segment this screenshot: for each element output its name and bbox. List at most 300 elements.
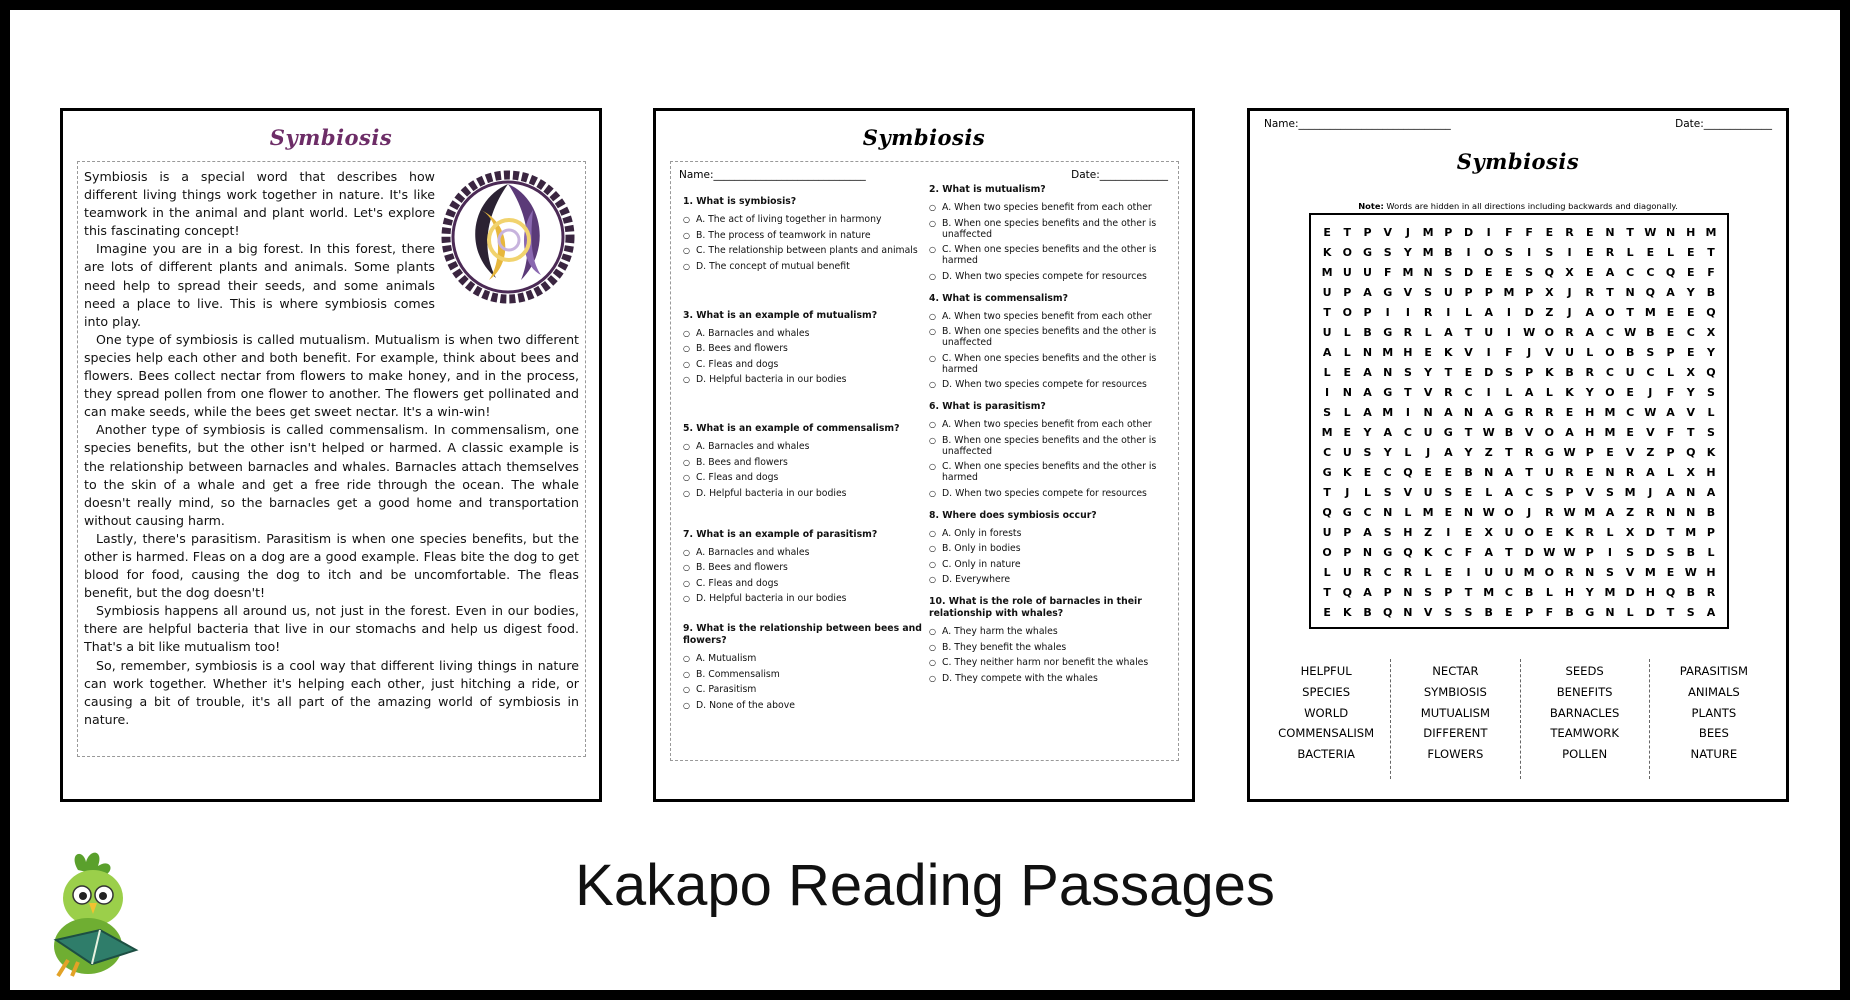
- grid-letter[interactable]: A: [1504, 486, 1514, 499]
- grid-letter[interactable]: P: [1525, 286, 1534, 299]
- grid-letter[interactable]: S: [1504, 246, 1513, 259]
- grid-letter[interactable]: H: [1706, 566, 1716, 579]
- grid-letter[interactable]: D: [1524, 306, 1534, 319]
- answer-option[interactable]: [929, 435, 1174, 457]
- radio-circle-icon[interactable]: ○: [929, 488, 936, 498]
- grid-letter[interactable]: V: [1686, 406, 1696, 419]
- grid-letter[interactable]: T: [1464, 426, 1473, 439]
- grid-letter[interactable]: N: [1625, 286, 1635, 299]
- answer-option[interactable]: [929, 353, 1174, 375]
- grid-letter[interactable]: U: [1342, 566, 1352, 579]
- grid-letter[interactable]: X: [1484, 526, 1493, 539]
- grid-letter[interactable]: S: [1363, 446, 1372, 459]
- grid-letter[interactable]: A: [1666, 406, 1675, 419]
- grid-letter[interactable]: P: [1343, 546, 1352, 559]
- grid-letter[interactable]: R: [1605, 246, 1615, 259]
- grid-letter[interactable]: Y: [1424, 366, 1433, 379]
- grid-letter[interactable]: V: [1403, 486, 1413, 499]
- grid-letter[interactable]: E: [1545, 226, 1554, 239]
- grid-letter[interactable]: A: [1484, 306, 1493, 319]
- grid-letter[interactable]: P: [1585, 446, 1594, 459]
- grid-letter[interactable]: T: [1626, 306, 1634, 319]
- grid-letter[interactable]: Z: [1626, 506, 1635, 519]
- grid-letter[interactable]: D: [1645, 526, 1655, 539]
- grid-letter[interactable]: Y: [1706, 346, 1715, 359]
- grid-letter[interactable]: B: [1524, 586, 1534, 599]
- grid-letter[interactable]: V: [1625, 446, 1635, 459]
- grid-letter[interactable]: H: [1645, 586, 1655, 599]
- grid-letter[interactable]: B: [1444, 246, 1453, 259]
- grid-letter[interactable]: J: [1567, 306, 1572, 319]
- grid-letter[interactable]: L: [1404, 446, 1412, 459]
- grid-letter[interactable]: T: [1464, 586, 1473, 599]
- grid-letter[interactable]: T: [1525, 466, 1533, 479]
- answer-option[interactable]: [929, 673, 1174, 684]
- grid-letter[interactable]: K: [1706, 446, 1716, 459]
- grid-letter[interactable]: K: [1343, 606, 1352, 619]
- grid-letter[interactable]: T: [1687, 426, 1695, 439]
- grid-letter[interactable]: W: [1523, 326, 1536, 339]
- answer-option[interactable]: [929, 244, 1174, 266]
- grid-letter[interactable]: T: [1505, 546, 1513, 559]
- answer-option[interactable]: [683, 230, 923, 241]
- grid-letter[interactable]: G: [1544, 446, 1554, 459]
- grid-letter[interactable]: J: [1345, 486, 1350, 499]
- grid-letter[interactable]: Y: [1686, 286, 1695, 299]
- answer-option[interactable]: [683, 653, 923, 664]
- answer-option[interactable]: [929, 311, 1174, 322]
- radio-circle-icon[interactable]: ○: [929, 435, 936, 445]
- grid-letter[interactable]: T: [1707, 246, 1715, 259]
- grid-letter[interactable]: E: [1323, 606, 1331, 619]
- grid-letter[interactable]: B: [1363, 326, 1372, 339]
- grid-letter[interactable]: T: [1505, 446, 1513, 459]
- grid-letter[interactable]: J: [1648, 386, 1653, 399]
- grid-letter[interactable]: U: [1504, 526, 1514, 539]
- grid-letter[interactable]: H: [1564, 586, 1575, 599]
- grid-letter[interactable]: W: [1684, 566, 1697, 579]
- radio-circle-icon[interactable]: ○: [929, 311, 936, 321]
- grid-letter[interactable]: D: [1524, 546, 1534, 559]
- grid-letter[interactable]: O: [1484, 246, 1494, 259]
- grid-letter[interactable]: N: [1423, 266, 1433, 279]
- grid-letter[interactable]: I: [1486, 386, 1491, 399]
- grid-letter[interactable]: L: [1545, 586, 1553, 599]
- grid-letter[interactable]: Q: [1645, 286, 1656, 299]
- grid-letter[interactable]: A: [1444, 446, 1453, 459]
- grid-letter[interactable]: I: [1466, 246, 1471, 259]
- grid-letter[interactable]: A: [1666, 286, 1675, 299]
- grid-letter[interactable]: T: [1606, 286, 1614, 299]
- grid-letter[interactable]: T: [1444, 366, 1453, 379]
- grid-letter[interactable]: L: [1424, 326, 1432, 339]
- grid-letter[interactable]: A: [1565, 426, 1574, 439]
- grid-letter[interactable]: H: [1706, 466, 1716, 479]
- grid-letter[interactable]: C: [1323, 446, 1332, 459]
- grid-letter[interactable]: U: [1443, 286, 1453, 299]
- grid-letter[interactable]: O: [1342, 246, 1352, 259]
- answer-option[interactable]: [929, 326, 1174, 348]
- radio-circle-icon[interactable]: ○: [929, 380, 936, 389]
- grid-letter[interactable]: H: [1686, 226, 1696, 239]
- grid-letter[interactable]: J: [1527, 346, 1532, 359]
- grid-letter[interactable]: N: [1403, 606, 1413, 619]
- answer-option[interactable]: [683, 359, 923, 370]
- radio-circle-icon[interactable]: ○: [929, 559, 936, 569]
- grid-letter[interactable]: P: [1706, 526, 1715, 539]
- grid-letter[interactable]: R: [1565, 566, 1574, 579]
- radio-circle-icon[interactable]: ○: [929, 627, 936, 636]
- grid-letter[interactable]: Z: [1484, 446, 1493, 459]
- grid-letter[interactable]: G: [1504, 406, 1514, 419]
- grid-letter[interactable]: S: [1464, 606, 1473, 619]
- grid-letter[interactable]: U: [1322, 526, 1332, 539]
- radio-circle-icon[interactable]: ○: [683, 685, 690, 694]
- grid-letter[interactable]: S: [1545, 246, 1554, 259]
- answer-option[interactable]: [683, 374, 923, 385]
- answer-option[interactable]: [683, 245, 923, 256]
- grid-letter[interactable]: E: [1424, 346, 1432, 359]
- radio-circle-icon[interactable]: ○: [683, 375, 690, 384]
- grid-letter[interactable]: C: [1363, 506, 1372, 519]
- grid-letter[interactable]: O: [1605, 346, 1615, 359]
- grid-letter[interactable]: P: [1565, 486, 1574, 499]
- grid-letter[interactable]: S: [1444, 266, 1453, 279]
- grid-letter[interactable]: C: [1444, 546, 1453, 559]
- grid-letter[interactable]: R: [1403, 566, 1413, 579]
- answer-option[interactable]: [683, 593, 923, 604]
- grid-letter[interactable]: D: [1463, 226, 1474, 239]
- grid-letter[interactable]: L: [1667, 246, 1675, 259]
- grid-letter[interactable]: A: [1585, 326, 1594, 339]
- grid-letter[interactable]: B: [1363, 606, 1372, 619]
- grid-letter[interactable]: K: [1343, 466, 1352, 479]
- grid-letter[interactable]: U: [1342, 446, 1352, 459]
- grid-letter[interactable]: T: [1323, 306, 1331, 319]
- grid-letter[interactable]: M: [1422, 506, 1434, 519]
- grid-letter[interactable]: I: [1466, 566, 1471, 579]
- grid-letter[interactable]: K: [1322, 246, 1332, 259]
- answer-option[interactable]: [683, 562, 923, 573]
- grid-letter[interactable]: E: [1444, 566, 1453, 579]
- grid-letter[interactable]: U: [1342, 266, 1352, 279]
- grid-letter[interactable]: L: [1485, 486, 1493, 499]
- grid-letter[interactable]: P: [1363, 226, 1372, 239]
- grid-letter[interactable]: E: [1626, 386, 1634, 399]
- grid-letter[interactable]: P: [1343, 526, 1352, 539]
- grid-letter[interactable]: N: [1686, 486, 1696, 499]
- grid-letter[interactable]: E: [1464, 526, 1473, 539]
- grid-letter[interactable]: V: [1464, 346, 1473, 359]
- grid-letter[interactable]: E: [1444, 466, 1453, 479]
- grid-letter[interactable]: X: [1545, 286, 1554, 299]
- radio-circle-icon[interactable]: ○: [683, 261, 690, 271]
- grid-letter[interactable]: E: [1626, 426, 1634, 439]
- grid-letter[interactable]: Y: [1383, 446, 1392, 459]
- grid-letter[interactable]: F: [1666, 386, 1675, 399]
- answer-option[interactable]: [683, 441, 923, 452]
- grid-letter[interactable]: L: [1323, 566, 1331, 579]
- grid-letter[interactable]: L: [1343, 326, 1351, 339]
- grid-letter[interactable]: W: [1563, 446, 1576, 459]
- grid-letter[interactable]: H: [1585, 426, 1595, 439]
- grid-letter[interactable]: W: [1644, 406, 1657, 419]
- grid-letter[interactable]: M: [1644, 566, 1656, 579]
- grid-letter[interactable]: G: [1585, 606, 1595, 619]
- grid-letter[interactable]: C: [1383, 466, 1392, 479]
- grid-letter[interactable]: D: [1645, 606, 1655, 619]
- grid-letter[interactable]: A: [1706, 486, 1716, 499]
- grid-letter[interactable]: S: [1646, 346, 1655, 359]
- grid-letter[interactable]: E: [1424, 466, 1432, 479]
- grid-letter[interactable]: L: [1404, 506, 1412, 519]
- grid-letter[interactable]: B: [1646, 326, 1655, 339]
- radio-circle-icon[interactable]: ○: [683, 654, 690, 663]
- grid-letter[interactable]: S: [1444, 486, 1453, 499]
- grid-letter[interactable]: M: [1644, 306, 1656, 319]
- grid-letter[interactable]: O: [1605, 306, 1615, 319]
- grid-letter[interactable]: A: [1666, 486, 1675, 499]
- grid-letter[interactable]: I: [1385, 306, 1390, 319]
- grid-letter[interactable]: S: [1605, 486, 1614, 499]
- radio-circle-icon[interactable]: ○: [929, 203, 936, 212]
- grid-letter[interactable]: Q: [1383, 606, 1393, 619]
- grid-letter[interactable]: C: [1464, 386, 1473, 399]
- grid-letter[interactable]: X: [1625, 526, 1635, 539]
- grid-letter[interactable]: B: [1464, 466, 1473, 479]
- grid-letter[interactable]: J: [1405, 226, 1410, 239]
- radio-circle-icon[interactable]: ○: [683, 563, 690, 572]
- answer-option[interactable]: [929, 574, 1174, 585]
- grid-letter[interactable]: R: [1565, 226, 1574, 239]
- grid-letter[interactable]: O: [1322, 546, 1332, 559]
- grid-letter[interactable]: N: [1686, 506, 1696, 519]
- grid-letter[interactable]: G: [1342, 506, 1352, 519]
- grid-letter[interactable]: Y: [1403, 246, 1412, 259]
- grid-letter[interactable]: B: [1625, 346, 1635, 359]
- radio-circle-icon[interactable]: ○: [683, 344, 690, 353]
- grid-letter[interactable]: C: [1383, 566, 1392, 579]
- grid-letter[interactable]: C: [1525, 486, 1534, 499]
- grid-letter[interactable]: F: [1383, 266, 1392, 279]
- grid-letter[interactable]: E: [1606, 446, 1614, 459]
- answer-option[interactable]: [683, 578, 923, 589]
- grid-letter[interactable]: R: [1545, 506, 1554, 519]
- grid-letter[interactable]: K: [1423, 546, 1433, 559]
- grid-letter[interactable]: C: [1646, 366, 1655, 379]
- grid-letter[interactable]: A: [1484, 546, 1493, 559]
- grid-letter[interactable]: I: [1486, 226, 1491, 239]
- grid-letter[interactable]: S: [1403, 366, 1412, 379]
- radio-circle-icon[interactable]: ○: [683, 488, 690, 498]
- grid-letter[interactable]: E: [1687, 246, 1695, 259]
- grid-letter[interactable]: U: [1565, 346, 1574, 359]
- grid-letter[interactable]: V: [1646, 426, 1655, 439]
- grid-letter[interactable]: U: [1544, 466, 1554, 479]
- grid-letter[interactable]: I: [1527, 246, 1532, 259]
- grid-letter[interactable]: R: [1444, 386, 1453, 399]
- grid-letter[interactable]: Q: [1665, 266, 1676, 279]
- grid-letter[interactable]: G: [1443, 426, 1453, 439]
- grid-letter[interactable]: Q: [1665, 586, 1676, 599]
- grid-letter[interactable]: Z: [1424, 526, 1433, 539]
- grid-letter[interactable]: B: [1706, 286, 1716, 299]
- grid-letter[interactable]: T: [1404, 386, 1412, 399]
- grid-letter[interactable]: E: [1505, 266, 1513, 279]
- grid-letter[interactable]: I: [1405, 406, 1410, 419]
- grid-letter[interactable]: B: [1504, 426, 1514, 439]
- grid-letter[interactable]: L: [1586, 346, 1594, 359]
- grid-letter[interactable]: N: [1403, 586, 1413, 599]
- grid-letter[interactable]: E: [1565, 406, 1574, 419]
- grid-letter[interactable]: Y: [1585, 386, 1594, 399]
- grid-letter[interactable]: P: [1383, 586, 1392, 599]
- grid-letter[interactable]: M: [1503, 286, 1515, 299]
- grid-letter[interactable]: U: [1484, 566, 1494, 579]
- grid-letter[interactable]: N: [1463, 406, 1474, 419]
- grid-letter[interactable]: L: [1424, 566, 1432, 579]
- grid-letter[interactable]: A: [1322, 346, 1332, 359]
- answer-option[interactable]: [929, 271, 1174, 282]
- grid-letter[interactable]: T: [1323, 486, 1331, 499]
- grid-letter[interactable]: V: [1403, 286, 1413, 299]
- grid-letter[interactable]: P: [1363, 306, 1372, 319]
- grid-letter[interactable]: R: [1565, 326, 1574, 339]
- grid-letter[interactable]: X: [1565, 266, 1574, 279]
- grid-letter[interactable]: S: [1686, 606, 1695, 619]
- grid-letter[interactable]: F: [1464, 546, 1473, 559]
- grid-letter[interactable]: J: [1527, 506, 1532, 519]
- grid-letter[interactable]: R: [1585, 286, 1594, 299]
- grid-letter[interactable]: F: [1505, 226, 1513, 239]
- answer-option[interactable]: [929, 218, 1174, 240]
- grid-letter[interactable]: A: [1383, 426, 1392, 439]
- grid-letter[interactable]: S: [1666, 546, 1675, 559]
- radio-circle-icon[interactable]: ○: [929, 327, 936, 336]
- grid-letter[interactable]: L: [1626, 606, 1634, 619]
- grid-letter[interactable]: S: [1545, 486, 1554, 499]
- grid-letter[interactable]: I: [1506, 326, 1511, 339]
- radio-circle-icon[interactable]: ○: [683, 215, 690, 224]
- grid-letter[interactable]: W: [1644, 226, 1657, 239]
- grid-letter[interactable]: A: [1444, 406, 1453, 419]
- radio-circle-icon[interactable]: ○: [929, 642, 936, 652]
- answer-option[interactable]: [929, 559, 1174, 570]
- grid-letter[interactable]: V: [1423, 386, 1433, 399]
- grid-letter[interactable]: L: [1465, 306, 1473, 319]
- grid-letter[interactable]: A: [1444, 326, 1453, 339]
- grid-letter[interactable]: J: [1426, 446, 1431, 459]
- answer-option[interactable]: [929, 642, 1174, 653]
- answer-option[interactable]: [929, 528, 1174, 539]
- grid-letter[interactable]: P: [1666, 446, 1675, 459]
- grid-letter[interactable]: E: [1545, 526, 1554, 539]
- grid-letter[interactable]: Y: [1585, 586, 1594, 599]
- grid-letter[interactable]: W: [1482, 506, 1495, 519]
- radio-circle-icon[interactable]: ○: [929, 245, 936, 254]
- grid-letter[interactable]: N: [1383, 366, 1393, 379]
- grid-letter[interactable]: N: [1362, 346, 1373, 359]
- grid-letter[interactable]: I: [1325, 386, 1330, 399]
- grid-letter[interactable]: D: [1625, 586, 1635, 599]
- grid-letter[interactable]: N: [1383, 506, 1393, 519]
- grid-letter[interactable]: O: [1544, 426, 1555, 439]
- grid-letter[interactable]: R: [1625, 466, 1635, 479]
- grid-letter[interactable]: N: [1665, 226, 1676, 239]
- grid-letter[interactable]: R: [1524, 446, 1534, 459]
- grid-letter[interactable]: S: [1444, 606, 1453, 619]
- grid-letter[interactable]: D: [1484, 366, 1494, 379]
- grid-letter[interactable]: L: [1364, 486, 1372, 499]
- grid-letter[interactable]: T: [1323, 586, 1331, 599]
- grid-letter[interactable]: L: [1343, 406, 1351, 419]
- grid-letter[interactable]: U: [1504, 566, 1514, 579]
- grid-letter[interactable]: I: [1607, 546, 1612, 559]
- grid-letter[interactable]: A: [1363, 286, 1372, 299]
- grid-letter[interactable]: P: [1464, 286, 1473, 299]
- grid-letter[interactable]: A: [1484, 406, 1493, 419]
- grid-letter[interactable]: J: [1648, 486, 1653, 499]
- grid-letter[interactable]: Q: [1403, 466, 1413, 479]
- grid-letter[interactable]: V: [1585, 486, 1594, 499]
- grid-letter[interactable]: L: [1707, 406, 1715, 419]
- grid-letter[interactable]: L: [1545, 386, 1553, 399]
- grid-letter[interactable]: R: [1363, 566, 1372, 579]
- radio-circle-icon[interactable]: ○: [683, 547, 690, 557]
- grid-letter[interactable]: B: [1565, 366, 1574, 379]
- grid-letter[interactable]: E: [1444, 506, 1453, 519]
- answer-option[interactable]: [929, 379, 1174, 390]
- grid-letter[interactable]: S: [1383, 486, 1392, 499]
- grid-letter[interactable]: D: [1463, 266, 1474, 279]
- grid-letter[interactable]: I: [1486, 346, 1491, 359]
- grid-letter[interactable]: E: [1464, 366, 1473, 379]
- grid-letter[interactable]: P: [1343, 286, 1352, 299]
- grid-letter[interactable]: E: [1666, 566, 1675, 579]
- grid-letter[interactable]: P: [1585, 546, 1594, 559]
- grid-letter[interactable]: L: [1667, 366, 1675, 379]
- grid-letter[interactable]: B: [1686, 546, 1695, 559]
- grid-letter[interactable]: S: [1605, 566, 1614, 579]
- grid-letter[interactable]: E: [1323, 226, 1331, 239]
- grid-letter[interactable]: L: [1505, 386, 1513, 399]
- grid-letter[interactable]: S: [1504, 366, 1513, 379]
- grid-letter[interactable]: A: [1363, 526, 1372, 539]
- grid-letter[interactable]: E: [1585, 266, 1594, 279]
- grid-letter[interactable]: V: [1524, 426, 1534, 439]
- grid-letter[interactable]: N: [1605, 466, 1615, 479]
- answer-option[interactable]: [929, 419, 1174, 430]
- answer-option[interactable]: [929, 202, 1174, 213]
- grid-letter[interactable]: F: [1505, 346, 1513, 359]
- grid-letter[interactable]: G: [1322, 466, 1332, 479]
- grid-letter[interactable]: S: [1706, 426, 1715, 439]
- answer-option[interactable]: [683, 684, 923, 695]
- grid-letter[interactable]: W: [1563, 506, 1576, 519]
- grid-letter[interactable]: M: [1584, 506, 1596, 519]
- radio-circle-icon[interactable]: ○: [683, 246, 690, 255]
- grid-letter[interactable]: A: [1363, 406, 1372, 419]
- grid-letter[interactable]: P: [1525, 366, 1534, 379]
- grid-letter[interactable]: M: [1685, 526, 1697, 539]
- radio-circle-icon[interactable]: ○: [683, 442, 690, 451]
- grid-letter[interactable]: A: [1605, 506, 1615, 519]
- radio-circle-icon[interactable]: ○: [929, 271, 936, 281]
- grid-letter[interactable]: M: [1624, 486, 1636, 499]
- radio-circle-icon[interactable]: ○: [929, 575, 936, 584]
- grid-letter[interactable]: U: [1625, 366, 1635, 379]
- grid-letter[interactable]: L: [1343, 346, 1351, 359]
